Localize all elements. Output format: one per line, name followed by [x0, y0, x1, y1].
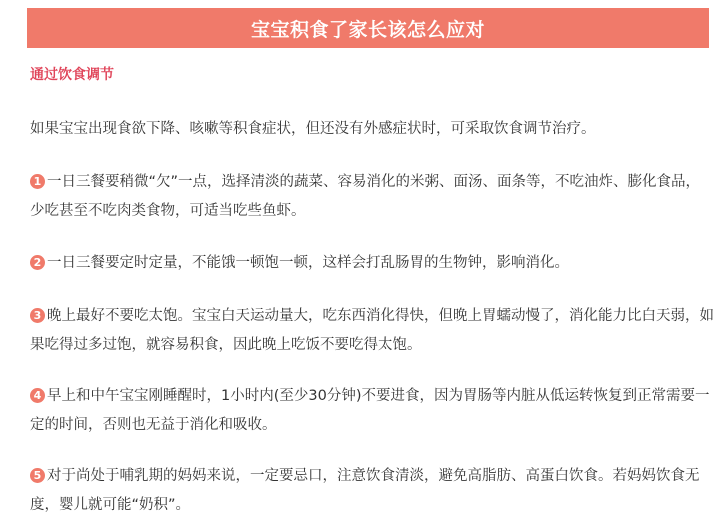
tip-text: 早上和中午宝宝刚睡醒时，1小时内(至少30分钟)不要进食，因为胃肠等内脏从低运转恢复到正常需要一定的时间，否则也无益于消化和吸收。 [30, 388, 710, 433]
tip-text: 对于尚处于哺乳期的妈妈来说，一定要忌口，注意饮食清淡，避免高脂肪、高蛋白饮食。若妈妈饮食无度，婴儿就可能“奶积”。 [30, 468, 700, 513]
tip-item-1 [30, 168, 714, 226]
number-badge-icon: 3 [30, 308, 45, 323]
number-badge-icon: 4 [30, 388, 45, 403]
intro-paragraph: 如果宝宝出现食欲下降、咳嗽等积食症状，但还没有外感症状时，可采取饮食调节治疗。 [30, 121, 596, 137]
section-heading: 通过饮食调节 [30, 67, 114, 83]
tip-text: 一日三餐要稍微“欠”一点，选择清淡的蔬菜、容易消化的米粥、面汤、面条等，不吃油炸、膨化食品，少吃甚至不吃肉类食物，可适当吃些鱼虾。 [30, 174, 701, 219]
tip-item-4 [30, 382, 714, 440]
number-badge-icon: 5 [30, 468, 45, 483]
number-badge-icon: 1 [30, 174, 45, 189]
tip-item-2 [30, 249, 714, 278]
tip-text: 一日三餐要定时定量，不能饿一顿饱一顿，这样会打乱肠胃的生物钟，影响消化。 [47, 255, 569, 271]
article-title: 宝宝积食了家长该怎么应对 [250, 18, 485, 41]
number-badge-icon: 2 [30, 255, 45, 270]
article-title-banner [27, 8, 709, 48]
tip-item-5 [30, 462, 714, 520]
tip-item-3 [30, 302, 714, 360]
tip-text: 晚上最好不要吃太饱。宝宝白天运动量大，吃东西消化得快，但晚上胃蠕动慢了，消化能力比白天弱，如果吃得过多过饱，就容易积食，因此晚上吃饭不要吃得太饱。 [30, 308, 714, 353]
